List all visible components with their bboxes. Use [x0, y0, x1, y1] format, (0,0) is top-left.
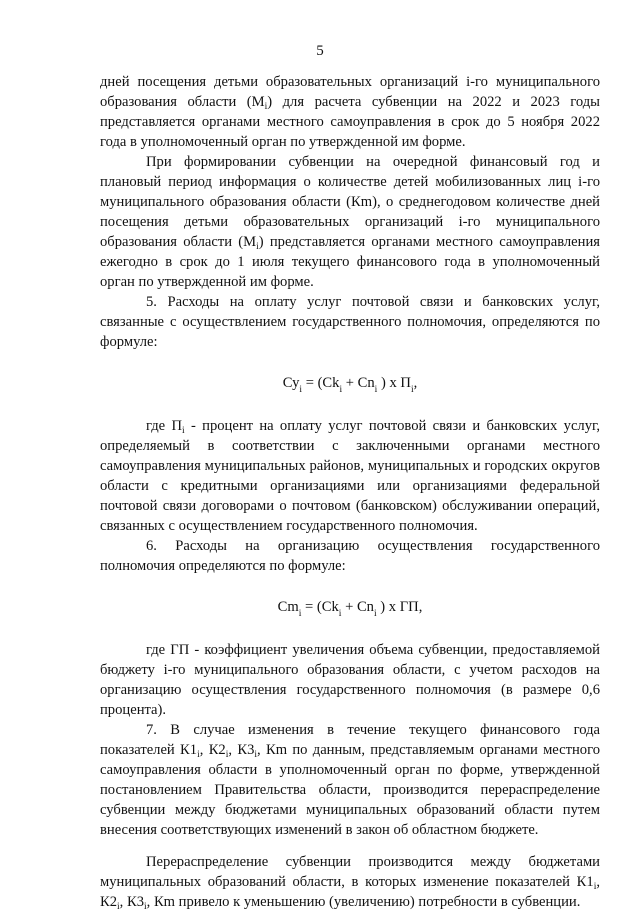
text-run: , К2: [199, 742, 226, 758]
formula-part: Сm: [277, 599, 299, 615]
subscript: i: [182, 426, 185, 436]
formula-postal-expenses: [100, 373, 600, 393]
page-number: 5: [316, 43, 324, 59]
subscript: i: [410, 384, 414, 395]
formula-part: = (Сk: [301, 599, 339, 615]
subscript: i: [299, 384, 303, 395]
subscript: i: [339, 384, 343, 395]
paragraph-redistribution: [100, 852, 600, 912]
subscript: i: [374, 384, 378, 395]
formula-part: + Сn: [342, 375, 375, 391]
text-run: где П: [146, 418, 183, 434]
text-run: Перераспределение субвенции производится между бюджетами муниципальных образований области, в которых изменение показателей К1: [100, 854, 600, 890]
subscript: i: [197, 750, 200, 760]
paragraph-item-6: 6. Расходы на организацию осуществления государственного полномочия определяются по формуле:: [100, 538, 600, 574]
document-body: [100, 72, 600, 912]
text-run: ) представляется органами местного самоуправления ежегодно в срок до 1 июля текущего финансового года в уполномоченный орган по утвержденной им форме.: [100, 234, 600, 290]
subscript: i: [298, 608, 302, 619]
paragraph-item-7: [100, 720, 600, 840]
text-run: 7. В случае изменения в течение текущего финансового года показателей К1: [100, 722, 600, 758]
subscript: i: [264, 102, 268, 112]
text-run: ) для расчета субвенции на 2022 и 2023 годы представляется органами местного самоуправления в срок до 5 ноября 2022 года в уполномоченный орган по утвержденной им форме.: [100, 94, 600, 150]
text-run: , Кm привело к уменьшению (увеличению) потребности в субвенции.: [146, 894, 581, 910]
formula-part: + Сn: [341, 599, 374, 615]
subscript: i: [144, 902, 147, 912]
formula-part: Су: [282, 375, 300, 391]
subscript: i: [225, 750, 229, 760]
formula-part: ,: [413, 375, 418, 391]
paragraph-formula1-definition: [100, 416, 600, 536]
formula-part: ) х П: [377, 375, 411, 391]
paragraph-formula2-definition: где ГП - коэффициент увеличения объема субвенции, предоставляемой бюджету i-го муниципального образования области, с учетом расходов на организацию осуществления государственного полномочия (в размере 0,6 процента).: [100, 642, 600, 718]
text-run: дней посещения детьми образовательных организаций i-го муниципального образования области (М: [100, 74, 600, 110]
subscript: i: [338, 608, 342, 619]
text-run: , К3: [228, 742, 255, 758]
formula-organization-expenses: [100, 597, 600, 617]
text-run: , Кm по данным, представляемым органами местного самоуправления области в уполномоченный орган по форме, утвержденной постановлением Правительства области, производится перераспределение субвенции между бюджетами муниципальных образований области путем внесения соответствующих изменений в закон об областном бюджете.: [100, 742, 601, 838]
subscript: i: [254, 750, 258, 760]
text-run: При формировании субвенции на очередной финансовый год и плановый период информация о количестве детей мобилизованных лиц i-го муниципального образования области (Кm), о среднегодовом количестве дней посещения детьми образовательных организаций i-го муниципального образования области (М: [100, 154, 600, 250]
subscript: i: [593, 882, 597, 892]
formula-part: ) х ГП,: [376, 599, 423, 615]
paragraph-2: [100, 152, 600, 292]
text-run: - процент на оплату услуг почтовой связи и банковских услуг, определяемый в соответствии с заключенными органами местного самоуправления муниципальных районов, муниципальных и городских округов области с кредитными организациями или организациями федеральной почтовой связи договорами о почтовом (банковском) обслуживании операций, связанных с осуществлением государственного полномочия.: [100, 418, 600, 534]
paragraph-1: [100, 72, 600, 152]
paragraph-item-5: 5. Расходы на оплату услуг почтовой связи и банковских услуг, связанные с осуществлением государственного полномочия, определяются по формуле:: [100, 294, 600, 350]
text-run: , К3: [119, 894, 144, 910]
subscript: i: [256, 242, 259, 252]
subscript: i: [117, 902, 120, 912]
subscript: i: [373, 608, 377, 619]
text-run: , К2: [100, 874, 600, 910]
formula-part: = (Сk: [302, 375, 340, 391]
